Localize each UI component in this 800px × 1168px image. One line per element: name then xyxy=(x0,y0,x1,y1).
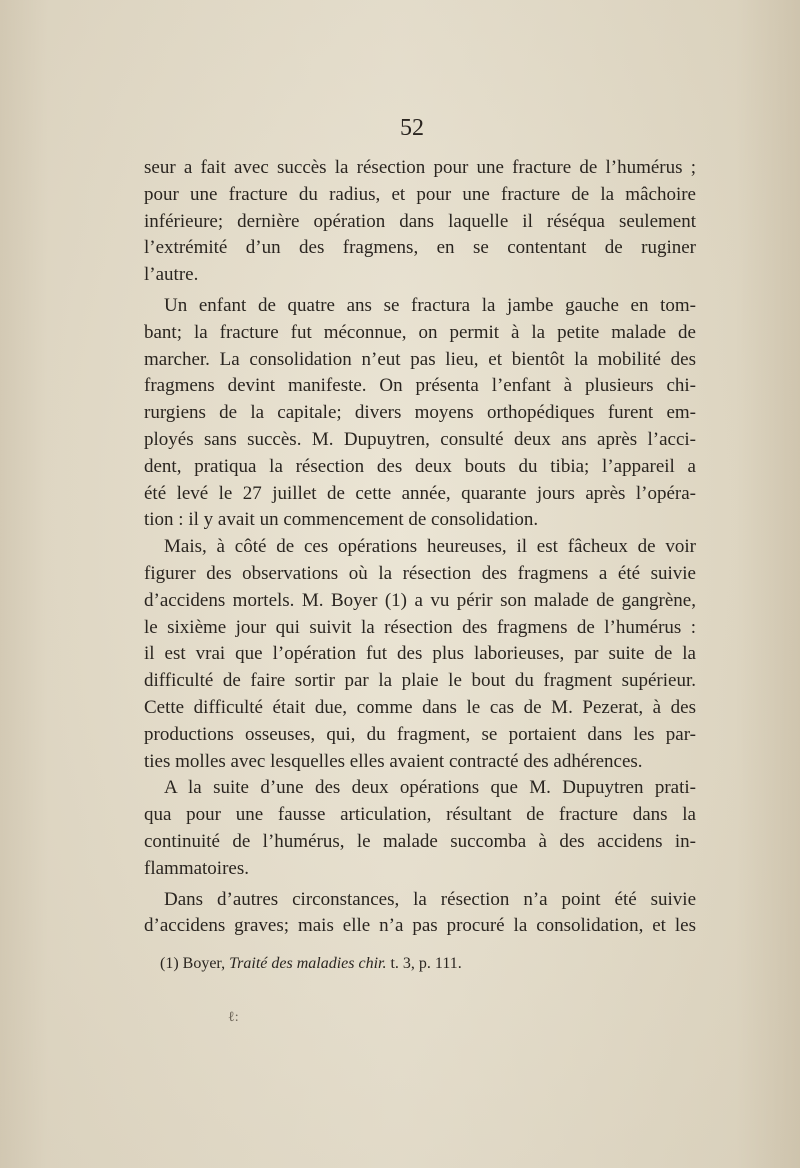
text-line: A la suite d’une des deux opérations que M. Dupuytren prati- xyxy=(164,777,696,799)
text-line: Un enfant de quatre ans se fractura la jambe gauche en tom- xyxy=(164,294,696,316)
text-line: rurgiens de la capitale; divers moyens orthopédiques furent em- xyxy=(144,402,696,424)
paragraph-3 xyxy=(144,534,696,775)
text-line: l’autre. xyxy=(144,264,199,286)
text-line: Cette difficulté était due, comme dans le cas de M. Pezerat, à des xyxy=(144,696,696,718)
text-line: bant; la fracture fut méconnue, on permit à la petite malade de xyxy=(144,321,696,343)
text-line: qua pour une fausse articulation, résultant de fracture dans la xyxy=(144,804,696,826)
footnote xyxy=(160,953,462,975)
text-line: il est vrai que l’opération fut des plus laborieuses, par suite de la xyxy=(144,643,696,665)
text-line: productions osseuses, qui, du fragment, se portaient dans les par- xyxy=(144,723,696,745)
text-line: dent, pratiqua la résection des deux bouts du tibia; l’appareil a xyxy=(144,455,696,477)
text-line: Dans d’autres circonstances, la résection n’a point été suivie xyxy=(164,888,696,910)
footnote-marker: (1) xyxy=(160,955,179,972)
text-line: ployés sans succès. M. Dupuytren, consulté deux ans après l’acci- xyxy=(144,428,696,450)
text-line: inférieure; dernière opération dans laquelle il réséqua seulement xyxy=(144,210,696,232)
text-line: fragmens devint manifeste. On présenta l’enfant à plusieurs chi- xyxy=(144,375,696,397)
text-line: figurer des observations où la résection des fragmens a été suivie xyxy=(144,562,696,584)
text-line: pour une fracture du radius, et pour une fracture de la mâchoire xyxy=(144,183,696,205)
text-line: d’accidens graves; mais elle n’a pas procuré la consolidation, et les xyxy=(144,915,696,937)
paragraph-4 xyxy=(144,775,696,882)
text-line: le sixième jour qui suivit la résection des fragmens de l’humérus : xyxy=(144,616,696,638)
page-number: 52 xyxy=(400,115,424,141)
footnote-author: Boyer, xyxy=(182,955,226,972)
text-line: seur a fait avec succès la résection pour une fracture de l’humérus ; xyxy=(144,157,696,178)
text-line: marcher. La consolidation n’eut pas lieu, et bientôt la mobilité des xyxy=(144,348,696,370)
text-line: flammatoires. xyxy=(144,857,249,879)
body-text xyxy=(144,155,696,940)
footnote-reference: t. 3, p. 111. xyxy=(390,955,462,972)
paragraph-1 xyxy=(144,155,696,289)
text-line: l’extrémité d’un des fragmens, en se contentant de ruginer xyxy=(144,237,696,259)
text-line: d’accidens mortels. M. Boyer (1) a vu périr son malade de gangrène, xyxy=(144,589,696,611)
text-line: difficulté de faire sortir par la plaie le bout du fragment supérieur. xyxy=(144,670,696,692)
text-line: tion : il y avait un commencement de consolidation. xyxy=(144,509,539,531)
paragraph-2 xyxy=(144,293,696,534)
ink-specks: ℓ: xyxy=(228,1010,239,1025)
text-line: continuité de l’humérus, le malade succomba à des accidens in- xyxy=(144,830,696,852)
text-line: Mais, à côté de ces opérations heureuses, il est fâcheux de voir xyxy=(164,536,696,558)
text-line: ties molles avec lesquelles elles avaient contracté des adhérences. xyxy=(144,750,643,772)
text-line: été levé le 27 juillet de cette année, quarante jours après l’opéra- xyxy=(144,482,696,504)
footnote-title: Traité des maladies chir. xyxy=(229,955,387,972)
paragraph-5 xyxy=(144,887,696,941)
